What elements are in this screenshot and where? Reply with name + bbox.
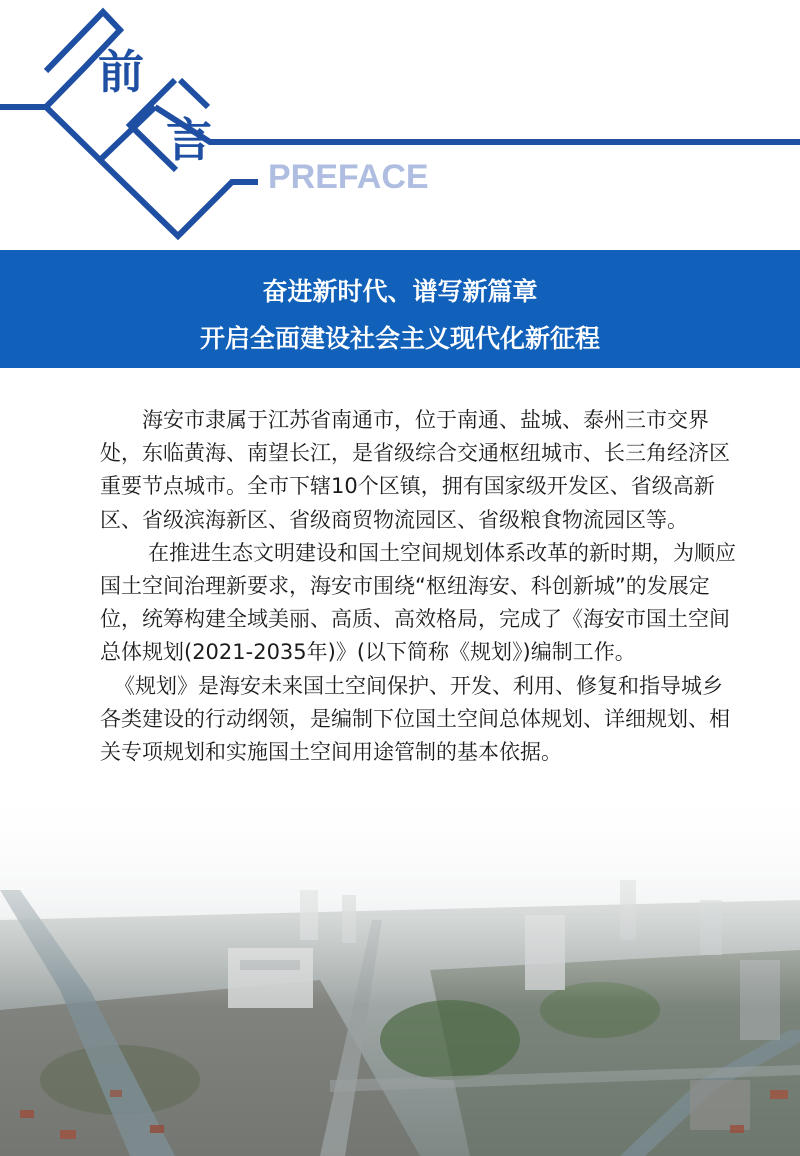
banner-line-1: 奋进新时代、谱写新篇章	[262, 277, 538, 306]
city-aerial-illustration	[0, 780, 800, 1156]
preface-body	[100, 404, 740, 769]
city-aerial-photo	[0, 780, 800, 1156]
title-banner	[0, 250, 800, 368]
body-paragraph-3: 《规划》是海安未来国土空间保护、开发、利用、修复和指导城乡各类建设的行动纲领，是编制下位国土空间总体规划、详细规划、相关专项规划和实施国土空间用途管制的基本依据。	[100, 673, 730, 765]
banner-line-2: 开启全面建设社会主义现代化新征程	[199, 324, 600, 353]
title-char-qian: 前	[98, 45, 144, 99]
title-char-yan: 言	[166, 113, 212, 167]
preface-subtitle: PREFACE	[268, 158, 429, 196]
body-paragraph-1: 海安市隶属于江苏省南通市，位于南通、盐城、泰州三市交界处，东临黄海、南望长江，是省级综合交通枢纽城市、长三角经济区重要节点城市。全市下辖10个区镇，拥有国家级开发区、省级高新区、省级滨海新区、省级商贸物流园区、省级粮食物流园区等。	[100, 408, 730, 532]
header	[0, 0, 800, 250]
header-frame-lines	[0, 0, 800, 250]
body-paragraph-2: 在推进生态文明建设和国土空间规划体系改革的新时期，为顺应国土空间治理新要求，海安市围绕“枢纽海安、科创新城”的发展定位，统筹构建全域美丽、高质、高效格局，完成了《海安市国土空间总体规划(2021-2035年)》(以下简称《规划》)编制工作。	[100, 540, 736, 665]
